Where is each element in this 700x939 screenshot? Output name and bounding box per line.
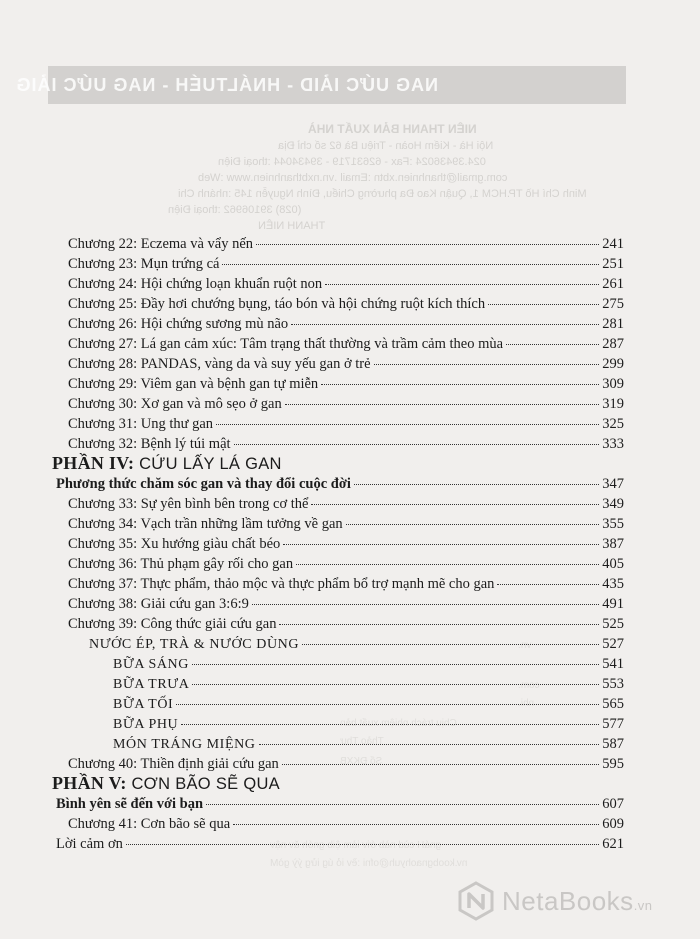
ghost-line: gnáH cùd nàb ớiv iảm ệib gnóh ăv nậv <box>270 840 442 851</box>
toc-entry: Chương 23: Mụn trứng cá 251 <box>68 256 624 272</box>
toc-entry: Chương 27: Lá gan cảm xúc: Tâm trạng thất thường và trầm cảm theo mùa 287 <box>68 336 624 352</box>
toc-entry: Chương 30: Xơ gan và mô sẹo ở gan 319 <box>68 396 624 412</box>
toc-subentry: BỮA SÁNG 541 <box>113 656 624 672</box>
section-entry: Phương thức chăm sóc gan và thay đổi cuộc đời 347 <box>56 476 624 492</box>
ghost-line: vn. <box>518 640 532 651</box>
toc-entry: Chương 38: Giải cứu gan 3:6:9 491 <box>68 596 624 612</box>
toc-entry: Chương 24: Hội chứng loạn khuẩn ruột non 261 <box>68 276 624 292</box>
toc-subentry: BỮA TRƯA 553 <box>113 676 624 692</box>
ghost-line: (028) 39106962 :thoại Điện <box>168 204 302 216</box>
toc-entry: Chương 28: PANDAS, vàng da và suy yếu gan ở trẻ 299 <box>68 356 624 372</box>
ghost-line: 024.39436024 :Fax - 62631719 - 39434044 :thoại Điện <box>218 156 486 168</box>
ghost-line: com.gmail@thanhnien.xbtn :Email .vn.nxbthanhnien.www :Web <box>198 172 508 184</box>
toc-subentry: BỮA TỐI 565 <box>113 696 624 712</box>
ghost-line: Thảo Thư <box>340 736 384 747</box>
show-through-banner-title: NAG UỨC IẢID - HNÁLTUÉH - NAG UỨC IẢIG <box>15 75 438 95</box>
toc-entry: Chương 36: Thủ phạm gây rối cho gan 405 <box>68 556 624 572</box>
toc-entry: Chương 37: Thực phẩm, thảo mộc và thực phẩm bổ trợ mạnh mẽ cho gan 435 <box>68 576 624 592</box>
netabooks-watermark <box>456 876 690 926</box>
toc-entry: Chương 41: Cơn bão sẽ qua 609 <box>68 816 624 832</box>
toc-entry: Chương 25: Đầy hơi chướng bụng, táo bón và hội chứng ruột kích thích 275 <box>68 296 624 312</box>
toc-entry: Chương 32: Bệnh lý túi mật 333 <box>68 436 624 452</box>
ghost-line: Minh Chí Hồ TP.HCM 1, Quận Kao Đa phường Chiểu, Đình Nguyễn 145 :nhánh Chi <box>178 188 587 200</box>
toc-subentry: MÓN TRÁNG MIỆNG 587 <box>113 736 624 752</box>
toc-subentry: NƯỚC ÉP, TRÀ & NƯỚC DÙNG 527 <box>89 636 624 652</box>
ghost-line: Nội Hà - Kiếm Hoàn - Triệu Bà 62 số chỉ Địa <box>278 140 494 152</box>
toc-entry: Chương 34: Vạch trần những lầm tưởng về gan 355 <box>68 516 624 532</box>
part-heading: PHẦN IV: CỨU LẤY LÁ GAN <box>52 453 282 473</box>
ghost-line: THANH NIÊN <box>258 220 326 232</box>
ghost-line: com. <box>518 680 540 691</box>
ghost-line: nv.koobgnaohyuh@ofni :ềv iỏ úg iửg ýỳ gòM <box>270 858 468 869</box>
toc-entry: Chương 40: Thiền định giải cứu gan 595 <box>68 756 624 772</box>
toc-entry: Lời cảm ơn 621 <box>56 836 624 852</box>
toc-entry: Chương 29: Viêm gan và bệnh gan tự miễn 309 <box>68 376 624 392</box>
ghost-line: nhi. <box>518 698 535 709</box>
toc-entry: Chương 26: Hội chứng sương mù não 281 <box>68 316 624 332</box>
ghost-line: NIÊN THANH BẢN XUẤT NHÀ <box>308 122 477 136</box>
netabooks-logo-icon <box>456 881 496 921</box>
part-heading: PHẦN V: CƠN BÃO SẼ QUA <box>52 773 280 793</box>
toc-entry: Chương 22: Eczema và vẩy nến 241 <box>68 236 624 252</box>
watermark-text: NetaBooks.vn <box>502 885 653 916</box>
toc-entry: Chương 33: Sự yên bình bên trong cơ thể 349 <box>68 496 624 512</box>
ghost-line: Chịu trách nhiệm xuất bản <box>340 718 457 729</box>
toc-entry: Chương 31: Ung thư gan 325 <box>68 416 624 432</box>
ghost-line: Số ĐKXB <box>340 756 383 767</box>
toc-entry: Chương 35: Xu hướng giàu chất béo 387 <box>68 536 624 552</box>
toc-subentry: BỮA PHỤ 577 <box>113 716 624 732</box>
section-entry: Bình yên sẽ đến với bạn 607 <box>56 796 624 812</box>
toc-entry: Chương 39: Công thức giải cứu gan 525 <box>68 616 624 632</box>
